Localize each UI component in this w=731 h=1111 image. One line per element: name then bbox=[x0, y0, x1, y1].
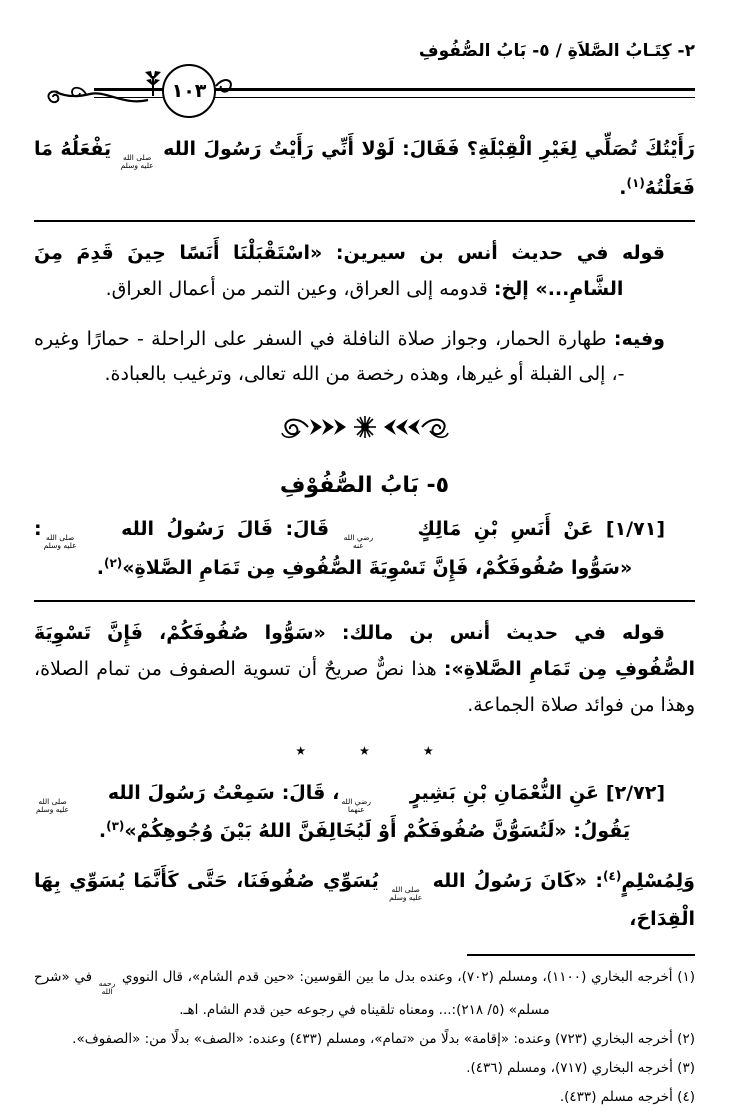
footnote-1: (١) أخرجه البخاري (١١٠٠)، ومسلم (٧٠٢)، وعنده بدل ما بين القوسين: «حين قدم الشام»، قال النووي رحمه الله في «شرح مسلم» (٥/ ٢١٨):... ومعناه تلقيناه في رجوعه حين قدم الشام. اهـ. bbox=[34, 969, 696, 1018]
footnote-ref: (٢) bbox=[103, 555, 123, 570]
honorific-seal: رحمه الله bbox=[98, 979, 116, 997]
footnotes-block bbox=[34, 964, 695, 1111]
section-heading: ٥- بَابُ الصُّفُوْفِ bbox=[279, 473, 450, 499]
muslim-version-text: وَلِمُسْلِمٍ$^{(٤)}$: «كَانَ رَسُولُ الله صلى الله عليه وسلم يُسَوِّي صُفُوفَنَا، حَتَّى كَأَنَّمَا يُسَوِّي بِهَا الْقِدَاحَ، bbox=[34, 868, 695, 931]
matn-sharh-divider bbox=[34, 220, 695, 222]
page-number-badge bbox=[162, 64, 216, 118]
footnote-4: (٤) أخرجه مسلم (٤٣٣). bbox=[559, 1088, 695, 1105]
footnote-ref: (١) bbox=[626, 175, 645, 190]
footnote-ref: (٤) bbox=[603, 868, 622, 883]
emphasis-text: قوله في حديث أنس بن مالك: «سَوُّوا صُفُوفَكُمْ، فَإِنَّ تَسْوِيَةَ الصُّفُوفِ مِن تَمَامِ الصَّلاةِ»: bbox=[34, 622, 695, 681]
hadith-71-text: [١/٧١] عَنْ أَنَسِ بْنِ مَالِكٍ رضي الله عنه قَالَ: قَالَ رَسُولُ الله صلى الله عليه وسلم : «سَوُّوا صُفُوفَكُمْ، فَإِنَّ تَسْوِيَةَ الصُّفُوفِ مِن تَمَامِ الصَّلاةِ»$^{(٢)}$. bbox=[34, 518, 665, 579]
footnote-2: (٢) أخرجه البخاري (٧٢٣) وعنده: «إقامة» بدلًا من «تمام»، ومسلم (٤٣٣) وعنده: «الصف» بدلًا من: «الصفوف». bbox=[72, 1030, 695, 1047]
running-head-chapter-title: ٢- كِتَـابُ الصَّلاَةِ / ٥- بَابُ الصُّفُوفِ bbox=[418, 41, 695, 61]
footnote-ref: (٣) bbox=[106, 819, 125, 834]
matn-sharh-divider-2 bbox=[34, 600, 695, 602]
page-number: ١٠٣ bbox=[171, 80, 207, 103]
commentary-benefits: وفيه: طهارة الحمار، وجواز صلاة النافلة في السفر على الراحلة - حمارًا وغيره -، إلى القبلة أو غيرها، وهذه رخصة من الله تعالى، وترغيب بالعبادة. bbox=[34, 327, 665, 386]
header-leaf-cluster-icon bbox=[138, 68, 168, 98]
honorific-seal: صلى الله عليه وسلم bbox=[389, 884, 423, 903]
hadith-continuation-text: رَأَيْتُكَ تُصَلِّي لِغَيْرِ الْقِبْلَةِ؟ فَقَالَ: لَوْلا أَنِّي رَأَيْتُ رَسُولَ الله صلى الله عليه وسلم يَفْعَلُهُ مَا فَعَلْتُهُ$^{(١)}$. bbox=[34, 138, 695, 199]
footnote-separator-rule bbox=[467, 954, 695, 956]
floral-divider-icon bbox=[270, 409, 460, 445]
stars-separator: ٭ ٭ ٭ bbox=[295, 737, 434, 762]
hadith-72-text: [٢/٧٢] عَنِ النُّعْمَانِ بْنِ بَشِيرٍ رضي الله عنهما ، قَالَ: سَمِعْتُ رَسُولَ الله صلى الله عليه وسلم يَقُولُ: «لَتُسَوُّنَّ صُفُوفَكُمْ أَوْ لَيُخَالِفَنَّ اللهُ بَيْنَ وُجُوهِكُمْ»$^{(٣)}$. bbox=[36, 781, 665, 843]
honorific-seal: صلى الله عليه وسلم bbox=[36, 796, 70, 814]
emphasis-text: قوله في حديث أنس بن سيرين: «اسْتَقْبَلْنَا أَنَسًا حِينَ قَدِمَ مِنَ الشَّامِ...» إلخ: bbox=[34, 242, 665, 301]
header-flourish-icon bbox=[40, 76, 150, 110]
header-rule bbox=[34, 66, 695, 118]
emphasis-text: وفيه: bbox=[613, 327, 665, 350]
commentary-ibn-sirin: قوله في حديث أنس بن سيرين: «اسْتَقْبَلْنَا أَنَسًا حِينَ قَدِمَ مِنَ الشَّامِ...» إلخ: قدومه إلى العراق، وعين التمر من أعمال العراق. bbox=[34, 242, 665, 301]
header-curl-icon bbox=[214, 74, 234, 98]
honorific-seal: صلى الله عليه وسلم bbox=[43, 533, 77, 551]
honorific-seal: رضي الله عنهما bbox=[341, 796, 371, 814]
honorific-seal: رضي الله عنه bbox=[343, 533, 374, 551]
footnote-3: (٣) أخرجه البخاري (٧١٧)، ومسلم (٤٣٦). bbox=[466, 1059, 695, 1076]
section-ornament bbox=[34, 409, 695, 449]
honorific-seal: صلى الله عليه وسلم bbox=[120, 153, 154, 171]
commentary-hadith-71: قوله في حديث أنس بن مالك: «سَوُّوا صُفُوفَكُمْ، فَإِنَّ تَسْوِيَةَ الصُّفُوفِ مِن تَمَامِ الصَّلاةِ»: هذا نصٌّ صريحٌ أن تسوية الصفوف من تمام الصلاة، وهذا من فوائد صلاة الجماعة. bbox=[34, 622, 695, 716]
